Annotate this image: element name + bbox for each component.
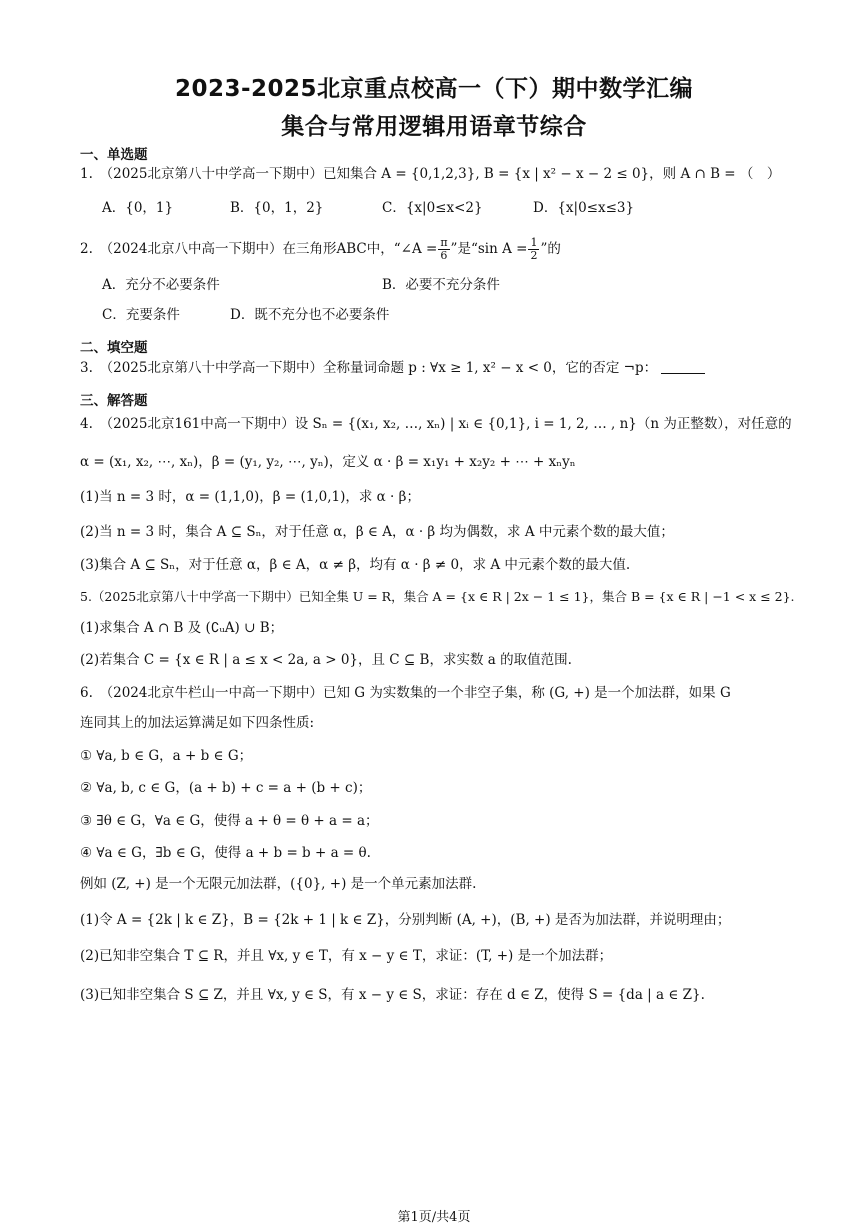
- fraction-pi-over-6: [438, 237, 449, 262]
- question-2-option-d: D．既不充分也不必要条件: [230, 307, 390, 323]
- section-heading-solution: 三、解答题: [80, 393, 148, 409]
- question-2-stem-part-c: ”的: [540, 241, 561, 257]
- question-6-property-2: ② ∀a, b, c ∈ G，(a + b) + c = a + (b + c)；: [80, 780, 372, 796]
- question-5-stem: 5.（2025北京第八十中学高一下期中）已知全集 U = R，集合 A = {x ∈ R | 2x − 1 ≤ 1}，集合 B = {x ∈ R | −1 < x ≤ 2}.: [80, 589, 795, 604]
- page-number: 第1页/共4页: [397, 1210, 471, 1225]
- question-5-part-1: (1)求集合 A ∩ B 及 (∁ᵤA) ∪ B；: [80, 620, 284, 636]
- question-1-option-c: C．{x|0≤x<2}: [382, 200, 483, 216]
- question-1-option-a: A．{0，1}: [102, 200, 174, 216]
- question-2-option-b: B．必要不充分条件: [382, 277, 500, 293]
- question-6-line-2: 连同其上的加法运算满足如下四条性质:: [80, 715, 315, 731]
- question-3-text: 3. （2025北京第八十中学高一下期中）全称量词命题 p : ∀x ≥ 1, x² − x < 0，它的否定 ¬p：: [80, 360, 658, 376]
- question-1-option-d: D．{x|0≤x≤3}: [533, 200, 635, 216]
- question-6-property-1: ① ∀a, b ∈ G，a + b ∈ G；: [80, 748, 253, 764]
- document-title: 2023-2025北京重点校高一（下）期中数学汇编: [174, 76, 694, 102]
- question-2-stem-part-a: 2. （2024北京八中高一下期中）在三角形ABC中，“∠A =: [80, 241, 438, 257]
- fraction-one-half: [528, 237, 539, 262]
- question-3-stem: [80, 358, 705, 378]
- question-4-line-1: 4. （2025北京161中高一下期中）设 Sₙ = {(x₁, x₂, …, xₙ) | xᵢ ∈ {0,1}, i = 1, 2, … , n}（n 为正整数），对任意的: [80, 416, 792, 432]
- question-6-line-1: 6. （2024北京牛栏山一中高一下期中）已知 G 为实数集的一个非空子集，称 (G, +) 是一个加法群，如果 G: [80, 685, 731, 701]
- answer-blank: [661, 359, 705, 374]
- fraction-denominator: 2: [530, 249, 538, 262]
- question-4-part-2: (2)当 n = 3 时，集合 A ⊆ Sₙ，对于任意 α，β ∈ A，α · β 均为偶数，求 A 中元素个数的最大值；: [80, 524, 674, 540]
- question-5-part-2: (2)若集合 C = {x ∈ R | a ≤ x < 2a, a > 0}，且 C ⊆ B，求实数 a 的取值范围.: [80, 652, 572, 668]
- question-6-part-2: (2)已知非空集合 T ⊆ R，并且 ∀x, y ∈ T，有 x − y ∈ T，求证：(T, +) 是一个加法群；: [80, 948, 613, 964]
- question-6-part-3: (3)已知非空集合 S ⊆ Z，并且 ∀x, y ∈ S，有 x − y ∈ S，求证：存在 d ∈ Z，使得 S = {da | a ∈ Z}.: [80, 987, 705, 1003]
- document-subtitle: 集合与常用逻辑用语章节综合: [281, 114, 587, 140]
- fraction-numerator: 1: [530, 236, 538, 249]
- question-2-stem: [80, 234, 561, 264]
- question-4-part-3: (3)集合 A ⊆ Sₙ，对于任意 α，β ∈ A，α ≠ β，均有 α · β ≠ 0，求 A 中元素个数的最大值.: [80, 557, 631, 573]
- question-6-example: 例如 (Z, +) 是一个无限元加法群，({0}, +) 是一个单元素加法群.: [80, 876, 477, 892]
- question-6-property-3: ③ ∃θ ∈ G，∀a ∈ G，使得 a + θ = θ + a = a；: [80, 813, 379, 829]
- fraction-denominator: 6: [440, 249, 448, 262]
- question-6-property-4: ④ ∀a ∈ G，∃b ∈ G，使得 a + b = b + a = θ.: [80, 845, 371, 861]
- question-2-stem-part-b: ”是“sin A =: [450, 241, 528, 257]
- fraction-numerator: π: [440, 236, 448, 249]
- question-1-option-b: B．{0，1，2}: [230, 200, 324, 216]
- question-4-line-2: α = (x₁, x₂, ⋯, xₙ)，β = (y₁, y₂, ⋯, yₙ)，定义 α · β = x₁y₁ + x₂y₂ + ⋯ + xₙyₙ: [80, 454, 576, 470]
- question-1-stem: 1. （2025北京第八十中学高一下期中）已知集合 A = {0,1,2,3}, B = {x | x² − x − 2 ≤ 0}，则 A ∩ B = （ ）: [80, 166, 781, 182]
- question-4-part-1: (1)当 n = 3 时，α = (1,1,0)，β = (1,0,1)，求 α · β；: [80, 489, 420, 505]
- section-heading-fill-in: 二、填空题: [80, 340, 148, 356]
- section-heading-single-choice: 一、单选题: [80, 147, 148, 163]
- question-2-option-a: A．充分不必要条件: [102, 277, 220, 293]
- question-2-option-c: C．充要条件: [102, 307, 180, 323]
- question-6-part-1: (1)令 A = {2k | k ∈ Z}，B = {2k + 1 | k ∈ Z}，分别判断 (A, +)，(B, +) 是否为加法群，并说明理由；: [80, 912, 731, 928]
